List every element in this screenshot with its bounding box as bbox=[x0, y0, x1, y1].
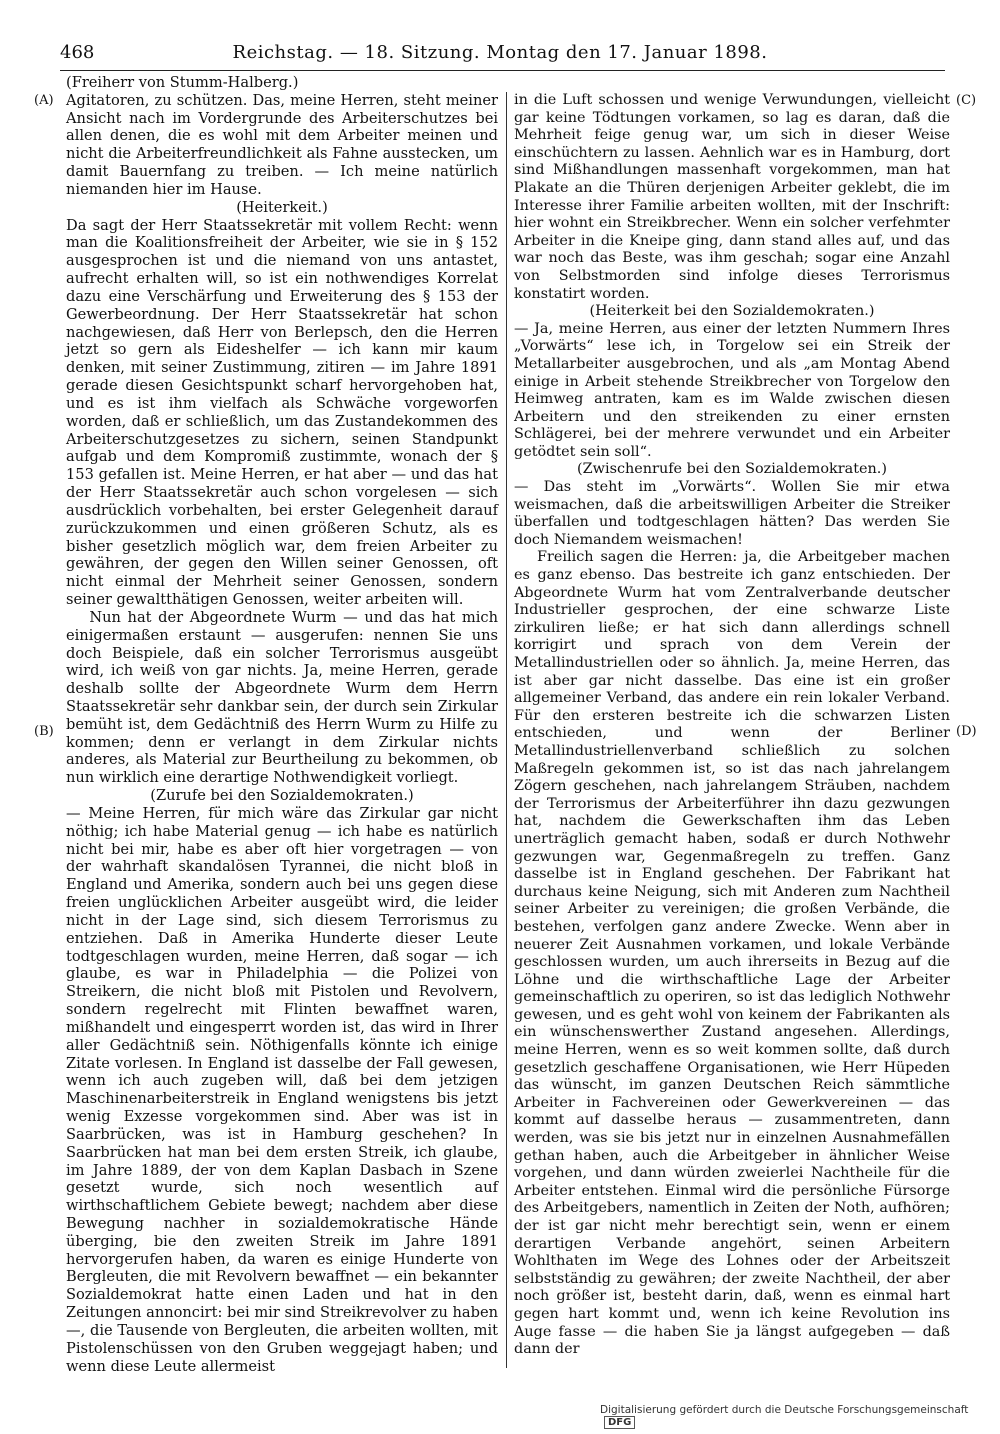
paragraph: in die Luft schossen und wenige Verwundungen, vielleicht gar keine Tödtungen vorkamen, so lag es daran, daß die Mehrheit feige genug war, um sich in dieser Weise einschüchtern zu lassen. Aehnlich war es in Hamburg, dort sind Mißhandlungen massenhaft vorgekommen, man hat Plakate an die Thüren derjenigen Arbeiter geklebt, die im Interesse ihrer Familie arbeiten wollten, mit der Inschrift: hier wohnt ein Streikbrecher. Wenn ein solcher verfehmter Arbeiter in die Kneipe ging, dann stand alles auf, und das war noch das Beste, was ihm geschah; sogar eine Anzahl von Selbstmorden sind infolge dieses Terrorismus konstatirt worden. bbox=[514, 92, 950, 302]
paragraph: Nun hat der Abgeordnete Wurm — und das hat mich einigermaßen erstaunt — ausgerufen: nennen Sie uns doch Beispiele, daß ein solcher Terrorismus ausgeübt wird, ich weiß von gar nichts. Ja, meine Herren, gerade deshalb sollte der Abgeordnete Wurm dem Herrn Staatssekretär sehr dankbar sein, der durch sein Zirkular bemüht ist, dem Gedächtniß des Herrn Wurm zu Hilfe zu kommen; denn er verlangt in dem Zirkular nichts anderes, als Material zur Beurtheilung zu bekommen, ob nun wirklich eine derartige Nothwendigkeit vorliegt. bbox=[66, 608, 498, 787]
paragraph: Agitatoren, zu schützen. Das, meine Herren, steht meiner Ansicht nach im Vordergrunde des Arbeiterschutzes bei allen denen, die es wohl mit dem Arbeiter meinen und nicht die Arbeiterfreundlichkeit als Fahne ausstecken, um damit Bauernfang zu treiben. — Ich meine natürlich niemanden hier im Hause. bbox=[66, 91, 498, 198]
margin-marker-c: (C) bbox=[956, 93, 977, 108]
paragraph: Freilich sagen die Herren: ja, die Arbeitgeber machen es ganz ebenso. Das bestreite ich ganz entschieden. Der Abgeordnete Wurm hat vom Zentralverbande deutscher Industrieller gesprochen, der eine schwarze Liste zirkuliren ließe; er hat sich dann allerdings schnell korrigirt und sprach von dem Verein der Metallindustriellen oder so ähnlich. Ja, meine Herren, das ist aber gar nicht dasselbe. Das eine ist ein großer allgemeiner Verband, das andere ein rein lokaler Verband. Für den ersteren bestreite ich die schwarzen Listen entschieden, und wenn der Berliner Metallindustriellenverband schließlich zu solchen Maßregeln gekommen ist, so ist das nach jahrelangem Zögern geschehen, nach jahrelangem Sträuben, nachdem der Terrorismus der Arbeiterführer ihn dazu gezwungen hat, nachdem die Gewerkschaften ihm das Leben unerträglich gemacht haben, sodaß er durch Nothwehr gezwungen war, Gegenmaßregeln zu treffen. Ganz dasselbe ist in England geschehen. Der Fabrikant hat durchaus keine Neigung, sich mit Anderen zum Nachtheil seiner Arbeiter zu vereinigen; die großen Verbände, die bestehen, verfolgen ganz andere Zwecke. Wenn aber in neuerer Zeit Ausnahmen vorkamen, und lokale Verbände geschlossen wurden, um auch ihrerseits in Bezug auf die Löhne und die wirthschaftliche Lage der Arbeiter gemeinschaftlich zu operiren, so ist das lediglich Nothwehr gewesen, und es geht wohl von keinem der Fabrikanten als ein wünschenswerther Zustand angesehen. Allerdings, meine Herren, wenn es so weit kommen sollte, daß durch gesetzlich geschaffene Organisationen, wie Herr Hüpeden das wünscht, im ganzen Deutschen Reich sämmtliche Arbeiter in Fachvereinen oder Gewerkvereinen — das kommt auf dasselbe heraus — zusammentreten, dann werden, was sie bis jetzt nur in einzelnen Ausnahmefällen gethan haben, auch die Arbeitgeber in ähnlicher Weise vorgehen, und dann würden zweierlei Nachtheile für die Arbeiter entstehen. Einmal wird die persönliche Fürsorge des Arbeitgebers, namentlich in Zeiten der Noth, aufhören; der ist gar nicht mehr berechtigt sein, wenn er einem derartigen Verbande angehört, seinen Arbeitern Wohlthaten im Wege des Lohnes oder der Arbeitszeit selbstständig zu gewähren; der zweite Nachtheil, der aber noch größer ist, besteht darin, daß, wenn es einmal hart gegen hart kommt und, wenn ich keine Revolution ins Auge fasse — die haben Sie ja längst aufgegeben — daß dann der bbox=[514, 549, 950, 1358]
margin-marker-a: (A) bbox=[34, 93, 54, 108]
dfg-logo: DFG bbox=[604, 1416, 635, 1429]
margin-marker-b: (B) bbox=[34, 724, 54, 739]
digitization-credit bbox=[600, 1404, 1000, 1429]
speaker-label: (Freiherr von Stumm-Halberg.) bbox=[66, 74, 299, 91]
column-divider bbox=[506, 92, 507, 1368]
header-rule bbox=[60, 70, 945, 71]
interjection: (Zwischenrufe bei den Sozialdemokraten.) bbox=[577, 461, 887, 478]
interjection: (Heiterkeit.) bbox=[236, 198, 328, 216]
interjection: (Heiterkeit bei den Sozialdemokraten.) bbox=[589, 303, 875, 320]
page-number: 468 bbox=[60, 42, 95, 63]
paragraph: Da sagt der Herr Staatssekretär mit vollem Recht: wenn man die Koalitionsfreiheit der Arbeiter, wie sie in § 152 ausgesprochen ist und die niemand von uns antastet, aufrecht erhalten will, so ist ein nothwendiges Korrelat dazu eine Verschärfung und Erweiterung des § 153 der Gewerbeordnung. Der Herr Staatssekretär hat schon nachgewiesen, daß Herr von Berlepsch, den die Herren jetzt so gern als Eideshelfer — ich kann mir kaum denken, mit seiner Zustimmung, zitiren — im Jahre 1891 gerade diesen Gesichtspunkt scharf hervorgehoben hat, und es ist ihm vielfach als Schwäche vorgeworfen worden, daß er schließlich, um das Zustandekommen des Arbeiterschutzgesetzes zu sichern, seinen Standpunkt aufgab und dem Kompromiß zustimmte, wonach der § 153 gefallen ist. Meine Herren, er hat aber — und das hat der Herr Staatssekretär auch schon vorgelesen — sich ausdrücklich vorbehalten, bei erster Gelegenheit darauf zurückzukommen und einen größeren Schutz, als es bisher gesetzlich möglich war, dem freien Arbeiter zu gewähren, der gegen den Willen seiner Genossen, oft nicht einmal der Mehrheit seiner Genossen, sondern seiner gewaltthätigen Genossen, weiter arbeiten will. bbox=[66, 216, 498, 609]
right-column bbox=[514, 92, 950, 1359]
credit-text: Digitalisierung gefördert durch die Deutsche Forschungsgemeinschaft bbox=[600, 1404, 969, 1416]
running-title: Reichstag. — 18. Sitzung. Montag den 17. Januar 1898. bbox=[232, 42, 768, 63]
margin-marker-d: (D) bbox=[956, 724, 977, 739]
left-column bbox=[66, 74, 498, 1375]
page-header bbox=[60, 40, 940, 66]
paragraph: — Ja, meine Herren, aus einer der letzten Nummern Ihres „Vorwärts“ lese ich, in Torgelow sei ein Streik der Metallarbeiter ausgebrochen, und als „am Montag Abend einige in Arbeit stehende Streikbrecher von Torgelow den Heimweg antraten, kam es im Walde zwischen diesen Arbeitern und den streikenden zu einer ernsten Schlägerei, bei der mehrere verwundet und ein Arbeiter getödtet sein soll“. bbox=[514, 320, 950, 460]
paragraph: — Meine Herren, für mich wäre das Zirkular gar nicht nöthig; ich habe Material genug — ich habe es natürlich nicht bei mir, habe es aber oft hier vorgetragen — von der wahrhaft skandalösen Tyrannei, die nicht bloß in England und Amerika, sondern auch bei uns gegen diese freien unglücklichen Arbeiter ausgeübt wird, die leider nicht in der Lage sind, sich diesem Terrorismus zu entziehen. Daß in Amerika Hunderte dieser Leute todtgeschlagen wurden, meine Herren, daß sogar — ich glaube, es war in Philadelphia — die Polizei von Streikern, die nicht bloß mit Pistolen und Revolvern, sondern regelrecht mit Flinten bewaffnet waren, mißhandelt und eingesperrt worden ist, das wird in Ihrer aller Gedächtniß sein. Nöthigenfalls könnte ich einige Zitate vorlesen. In England ist dasselbe der Fall gewesen, wenn ich auch zugeben will, daß bei dem jetzigen Maschinenarbeiterstreik in England wenigstens bis jetzt wenig Exzesse vorgekommen sind. Aber was ist in Saarbrücken, was ist in Hamburg geschehen? In Saarbrücken hat man bei dem ersten Streik, ich glaube, im Jahre 1889, der von dem Kaplan Dasbach in Szene gesetzt wurde, sich noch wesentlich auf wirthschaftlichem Gebiete bewegt; nachdem aber diese Bewegung nachher in sozialdemokratische Hände überging, bie den zweiten Streik im Jahre 1891 hervorgerufen haben, da waren es einige Hunderte von Bergleuten, die mit Revolvern bewaffnet — ein bekannter Sozialdemokrat hatte einen Laden und hat in den Zeitungen annoncirt: bei mir sind Streikrevolver zu haben —, die Tausende von Bergleuten, die arbeiten wollten, mit Pistolenschüssen von den Gruben weggejagt haben; und wenn diese Leute allermeist bbox=[66, 804, 498, 1375]
paragraph: — Das steht im „Vorwärts“. Wollen Sie mir etwa weismachen, daß die arbeitswilligen Arbeiter die Streiker überfallen und todtgeschlagen hätten? Das werden Sie doch Niemandem weismachen! bbox=[514, 479, 950, 548]
interjection: (Zurufe bei den Sozialdemokraten.) bbox=[150, 787, 414, 805]
